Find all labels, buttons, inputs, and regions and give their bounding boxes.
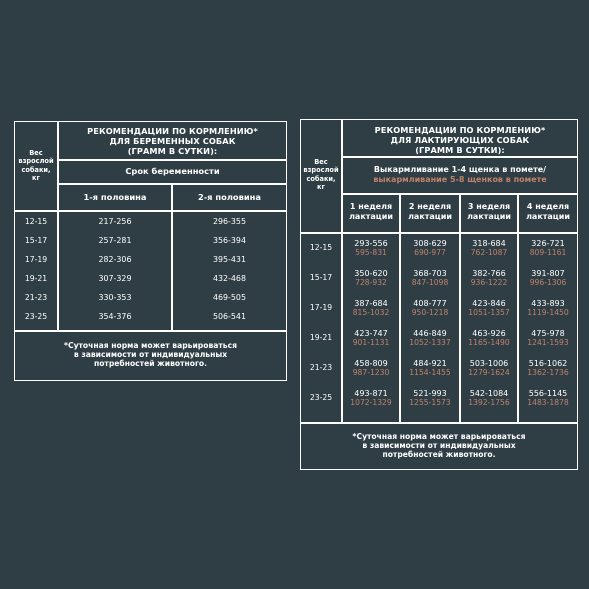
value-cell — [401, 329, 459, 347]
column-header-week-3 — [461, 202, 517, 222]
value-large-litter: 996-1306 — [529, 278, 567, 287]
value-cell: 217-256 — [98, 217, 132, 226]
column-header-line: 1 неделя — [349, 202, 393, 211]
weight-cell: 23-25 — [309, 393, 333, 402]
value-cell: 330-353 — [98, 293, 132, 302]
value-cell — [461, 269, 517, 287]
weight-cell: 12-15 — [309, 243, 333, 252]
value-large-litter: 950-1218 — [411, 308, 449, 317]
weight-cell: 15-17 — [309, 273, 333, 282]
litter-size-legend — [343, 165, 577, 185]
period-header: Срок беременности — [125, 166, 220, 176]
column-header-line: 3 неделя — [467, 202, 511, 211]
value-small-litter: 521-993 — [413, 389, 447, 398]
value-large-litter: 762-1087 — [470, 248, 508, 257]
value-large-litter: 1165-1490 — [468, 338, 510, 347]
table-row — [301, 389, 577, 417]
value-large-litter: 936-1222 — [470, 278, 508, 287]
weight-cell: 19-21 — [309, 333, 333, 342]
value-cell — [461, 389, 517, 407]
value-large-litter: 1279-1624 — [468, 368, 510, 377]
footnote-line: *Суточная норма может варьироваться — [64, 341, 237, 350]
value-small-litter: 433-893 — [531, 299, 565, 308]
value-large-litter: 901-1131 — [352, 338, 390, 347]
value-cell — [461, 329, 517, 347]
pregnant-title — [59, 126, 286, 156]
value-small-litter: 475-978 — [531, 329, 565, 338]
value-small-litter: 293-556 — [354, 239, 388, 248]
weight-cell: 17-19 — [309, 303, 333, 312]
weight-header — [15, 149, 57, 183]
value-large-litter: 1072-1329 — [350, 398, 392, 407]
value-cell — [343, 239, 399, 257]
column-header-line: лактации — [408, 212, 452, 221]
value-large-litter: 690-977 — [414, 248, 446, 257]
title-line: ДЛЯ ЛАКТИРУЮЩИХ СОБАК — [390, 135, 530, 145]
value-large-litter: 1051-1357 — [468, 308, 510, 317]
weight-header — [301, 158, 341, 192]
table-row — [15, 255, 286, 273]
weight-cell: 17-19 — [24, 255, 48, 264]
value-small-litter: 423-846 — [472, 299, 506, 308]
value-small-litter: 542-1084 — [469, 389, 509, 398]
column-header-second-half: 2-я половина — [197, 192, 262, 202]
value-cell: 469-505 — [213, 293, 246, 302]
value-small-litter: 318-684 — [472, 239, 506, 248]
value-cell: 432-468 — [213, 274, 246, 283]
value-small-litter: 423-747 — [354, 329, 388, 338]
weight-header-line: Вес — [29, 149, 43, 157]
footnote-line: потребностей животного. — [93, 359, 208, 369]
title-line: ДЛЯ БЕРЕМЕННЫХ СОБАК — [109, 136, 236, 146]
legend-small-litter: Выкармливание 1-4 щенка в помете/ — [373, 165, 547, 174]
table-row — [15, 236, 286, 254]
column-header-week-4 — [519, 202, 577, 222]
weight-cell: 21-23 — [309, 363, 333, 372]
value-small-litter: 368-703 — [413, 269, 447, 278]
title-line: РЕКОМЕНДАЦИИ ПО КОРМЛЕНИЮ* — [87, 126, 258, 136]
value-large-litter: 1154-1455 — [409, 368, 451, 377]
value-large-litter: 815-1032 — [352, 308, 390, 317]
value-small-litter: 350-620 — [354, 269, 388, 278]
value-cell — [461, 239, 517, 257]
column-header-line: лактации — [526, 212, 570, 221]
value-cell: 356-394 — [213, 236, 246, 245]
footnote-line: *Суточная норма может варьироваться — [352, 432, 526, 441]
weight-cell: 23-25 — [24, 312, 48, 321]
column-header-line: лактации — [467, 212, 511, 221]
value-cell — [343, 359, 399, 377]
value-small-litter: 458-809 — [354, 359, 388, 368]
value-cell: 282-306 — [98, 255, 132, 264]
column-header-week-2 — [401, 202, 459, 222]
table-row — [15, 274, 286, 292]
table-row — [301, 239, 577, 267]
value-large-litter: 1483-1878 — [527, 398, 569, 407]
value-cell — [401, 389, 459, 407]
lactating-feeding-table — [300, 119, 578, 470]
value-cell — [461, 299, 517, 317]
value-large-litter: 1241-1593 — [527, 338, 569, 347]
weight-header-line: собаки, — [306, 174, 336, 183]
value-cell — [519, 269, 577, 287]
value-small-litter: 387-684 — [354, 299, 388, 308]
value-large-litter: 1255-1573 — [409, 398, 451, 407]
weight-header-line: взрослой — [303, 166, 339, 175]
weight-header-line: Вес — [314, 158, 328, 166]
value-cell — [401, 299, 459, 317]
weight-header-line: собаки, — [21, 165, 51, 174]
table-row — [301, 359, 577, 387]
pregnant-footnote — [15, 341, 286, 369]
lactating-footnote — [301, 432, 577, 460]
column-header-first-half: 1-я половина — [83, 192, 147, 202]
value-small-litter: 391-807 — [531, 269, 565, 278]
value-cell — [519, 359, 577, 377]
table-row — [15, 217, 286, 235]
weight-cell: 19-21 — [24, 274, 48, 283]
value-small-litter: 463-926 — [472, 329, 506, 338]
column-header-line: лактации — [349, 212, 393, 221]
value-cell: 354-376 — [98, 312, 132, 321]
value-cell — [343, 329, 399, 347]
column-header-line: 2 неделя — [408, 202, 452, 211]
value-small-litter: 503-1006 — [469, 359, 509, 368]
value-small-litter: 484-921 — [413, 359, 447, 368]
value-small-litter: 556-1145 — [528, 389, 568, 398]
weight-cell: 15-17 — [24, 236, 48, 245]
table-row — [301, 269, 577, 297]
column-header-line: 4 неделя — [526, 202, 570, 211]
value-cell — [461, 359, 517, 377]
value-large-litter: 809-1161 — [529, 248, 567, 257]
footnote-line: в зависимости от индивидуальных — [73, 350, 228, 360]
value-large-litter: 1052-1337 — [409, 338, 451, 347]
title-line: (ГРАММ В СУТКИ): — [127, 146, 218, 156]
value-cell — [401, 239, 459, 257]
weight-cell: 12-15 — [24, 217, 48, 226]
value-cell — [401, 269, 459, 287]
value-cell: 307-329 — [98, 274, 132, 283]
table-row — [15, 293, 286, 311]
value-cell — [519, 239, 577, 257]
value-cell: 506-541 — [213, 312, 246, 321]
value-cell — [343, 389, 399, 407]
weight-header-line: взрослой — [18, 157, 54, 166]
weight-cell: 21-23 — [24, 293, 48, 302]
value-large-litter: 847-1098 — [411, 278, 449, 287]
table-row — [301, 329, 577, 357]
table-row — [301, 299, 577, 327]
value-large-litter: 595-831 — [355, 248, 387, 257]
value-small-litter: 446-849 — [413, 329, 447, 338]
value-small-litter: 493-871 — [354, 389, 388, 398]
value-cell: 257-281 — [98, 236, 132, 245]
weight-header-line: кг — [32, 174, 40, 183]
value-cell — [343, 269, 399, 287]
footnote-line: в зависимости от индивидуальных — [362, 441, 516, 451]
title-line: РЕКОМЕНДАЦИИ ПО КОРМЛЕНИЮ* — [374, 125, 546, 135]
value-small-litter: 408-777 — [413, 299, 447, 308]
value-small-litter: 326-721 — [531, 239, 565, 248]
lactating-title — [343, 125, 577, 155]
value-cell: 395-431 — [213, 255, 246, 264]
table-row — [15, 312, 286, 330]
value-large-litter: 1119-1450 — [527, 308, 569, 317]
weight-header-line: кг — [317, 183, 325, 192]
value-large-litter: 1362-1736 — [527, 368, 569, 377]
title-line: (ГРАММ В СУТКИ): — [415, 145, 505, 155]
value-small-litter: 308-629 — [413, 239, 447, 248]
value-small-litter: 382-766 — [472, 269, 506, 278]
value-cell — [519, 299, 577, 317]
footnote-line: потребностей животного. — [382, 450, 496, 460]
value-large-litter: 987-1230 — [352, 368, 390, 377]
value-cell — [519, 329, 577, 347]
value-cell — [519, 389, 577, 407]
legend-large-litter: выкармливание 5-8 щенков в помете — [373, 175, 547, 184]
value-cell — [343, 299, 399, 317]
value-cell — [401, 359, 459, 377]
value-large-litter: 728-932 — [355, 278, 387, 287]
pregnant-feeding-table — [14, 121, 287, 381]
column-header-week-1 — [343, 202, 399, 222]
value-large-litter: 1392-1756 — [468, 398, 510, 407]
value-cell: 296-355 — [213, 217, 246, 226]
value-small-litter: 516-1062 — [528, 359, 568, 368]
